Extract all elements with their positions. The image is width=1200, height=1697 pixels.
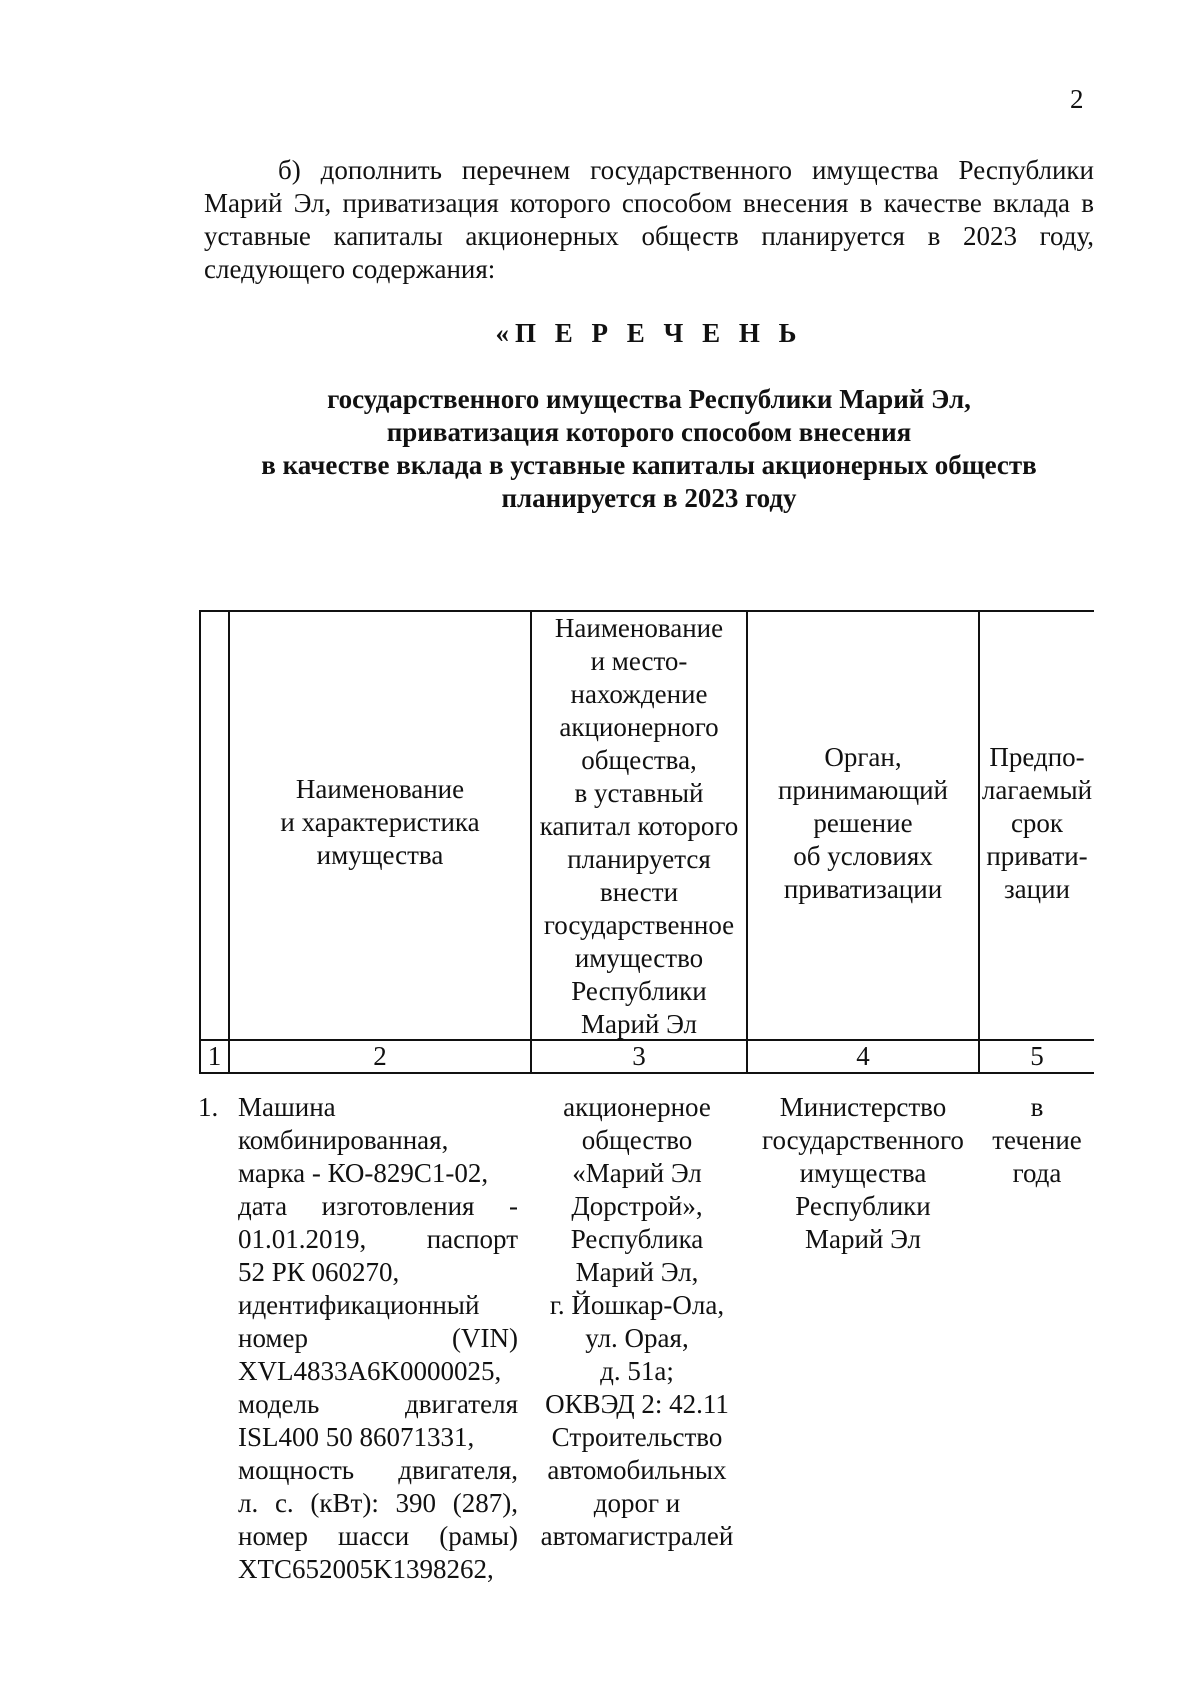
- list-title: «П Е Р Е Ч Е Н Ь: [495, 318, 803, 348]
- authority-line: государственного: [762, 1125, 964, 1155]
- subtitle-line: в качестве вклада в уставные капиталы акционерных обществ: [261, 450, 1037, 480]
- company-line: автомобильных: [547, 1455, 727, 1485]
- header-line: государственное: [543, 910, 735, 940]
- company-line: акционерное: [563, 1092, 711, 1122]
- company-line: автомагистралей: [540, 1521, 734, 1551]
- company-line: г. Йошкар-Ола,: [549, 1290, 725, 1320]
- company-line: Строительство: [551, 1422, 723, 1452]
- header-line: Наименование: [554, 613, 724, 643]
- list-subtitle: [204, 383, 1094, 515]
- property-line: ISL400 50 86071331,: [238, 1422, 475, 1452]
- property-line: XVL4833A6K0000025,: [238, 1356, 502, 1386]
- term-description: [980, 1091, 1094, 1190]
- header-line: внести: [599, 877, 679, 907]
- header-line: нахождение: [570, 679, 708, 709]
- header-line: капитал которого: [539, 811, 739, 841]
- term-line: в: [1030, 1092, 1044, 1122]
- header-line: принимающий: [777, 775, 949, 805]
- property-line: дата изготовления -: [238, 1191, 518, 1221]
- header-line: имущества: [316, 840, 444, 870]
- property-line: номер шасси (рамы): [238, 1521, 518, 1551]
- company-line: ул. Орая,: [585, 1323, 689, 1353]
- column-number: 2: [373, 1041, 387, 1071]
- authority-description: [748, 1091, 978, 1256]
- header-line: и место-: [590, 646, 688, 676]
- header-line: акционерного: [559, 712, 719, 742]
- header-line: решение: [813, 808, 913, 838]
- term-line: течение: [992, 1125, 1082, 1155]
- header-authority: [748, 741, 978, 906]
- company-description: [526, 1091, 748, 1553]
- company-line: Марий Эл,: [575, 1257, 699, 1287]
- header-line: общества,: [581, 745, 697, 775]
- subtitle-line: приватизация которого способом внесения: [386, 417, 912, 447]
- company-line: «Марий Эл: [572, 1158, 702, 1188]
- property-line: 01.01.2019, паспорт: [238, 1224, 518, 1254]
- header-line: в уставный: [574, 778, 704, 808]
- header-line: Предпо-: [989, 742, 1085, 772]
- header-line: зации: [1004, 874, 1070, 904]
- property-line: идентификационный: [238, 1290, 480, 1320]
- header-line: имущество: [574, 943, 704, 973]
- subtitle-line: государственного имущества Республики Марий Эл,: [327, 384, 971, 414]
- header-line: приватизации: [783, 874, 943, 904]
- column-number: 4: [856, 1041, 870, 1071]
- header-line: Марий Эл: [580, 1009, 698, 1039]
- authority-line: имущества: [799, 1158, 927, 1188]
- header-term: [980, 741, 1094, 906]
- header-line: Наименование: [295, 774, 465, 804]
- company-line: д. 51а;: [600, 1356, 674, 1386]
- authority-line: Республики: [795, 1191, 931, 1221]
- intro-paragraph: б) дополнить перечнем государственного имущества Республики Марий Эл, приватизация которого способом внесения в качестве вклада в уставные капиталы акционерных обществ планируется в 2023 году, следующего содержания:: [204, 155, 1094, 284]
- page-number: 2: [1070, 84, 1084, 114]
- header-company: [532, 612, 746, 1041]
- column-number: 5: [1030, 1041, 1044, 1071]
- company-line: Республика: [570, 1224, 704, 1254]
- property-line: комбинированная,: [238, 1125, 449, 1155]
- term-line: года: [1012, 1158, 1062, 1188]
- header-property: [230, 773, 530, 872]
- company-line: дорог и: [593, 1488, 681, 1518]
- header-line: планируется: [567, 844, 711, 874]
- table-col-line: [199, 610, 201, 1074]
- property-line: мощность двигателя,: [238, 1455, 518, 1485]
- property-line: XTC652005K1398262,: [238, 1554, 494, 1584]
- property-line: л. с. (кВт): 390 (287),: [238, 1488, 518, 1518]
- property-line: 52 РК 060270,: [238, 1257, 400, 1287]
- authority-line: Марий Эл: [804, 1224, 922, 1254]
- subtitle-line: планируется в 2023 году: [501, 483, 797, 513]
- header-line: Орган,: [824, 742, 902, 772]
- header-line: и характеристика: [280, 807, 480, 837]
- property-line: номер (VIN): [238, 1323, 518, 1353]
- header-line: Республики: [571, 976, 707, 1006]
- company-line: ОКВЭД 2: 42.11: [545, 1389, 729, 1419]
- property-line: модель двигателя: [238, 1389, 518, 1419]
- row-number: 1.: [198, 1092, 219, 1122]
- column-number: 1: [207, 1041, 222, 1071]
- property-line: марка - КО-829С1-02,: [238, 1158, 489, 1188]
- company-line: Дорстрой»,: [571, 1191, 703, 1221]
- header-line: привати-: [986, 841, 1088, 871]
- authority-line: Министерство: [779, 1092, 947, 1122]
- property-description: [238, 1091, 518, 1586]
- header-line: срок: [1010, 808, 1064, 838]
- column-number: 3: [632, 1041, 646, 1071]
- header-line: об условиях: [793, 841, 933, 871]
- header-line: лагаемый: [981, 775, 1093, 805]
- company-line: общество: [581, 1125, 693, 1155]
- property-line: Машина: [238, 1092, 336, 1122]
